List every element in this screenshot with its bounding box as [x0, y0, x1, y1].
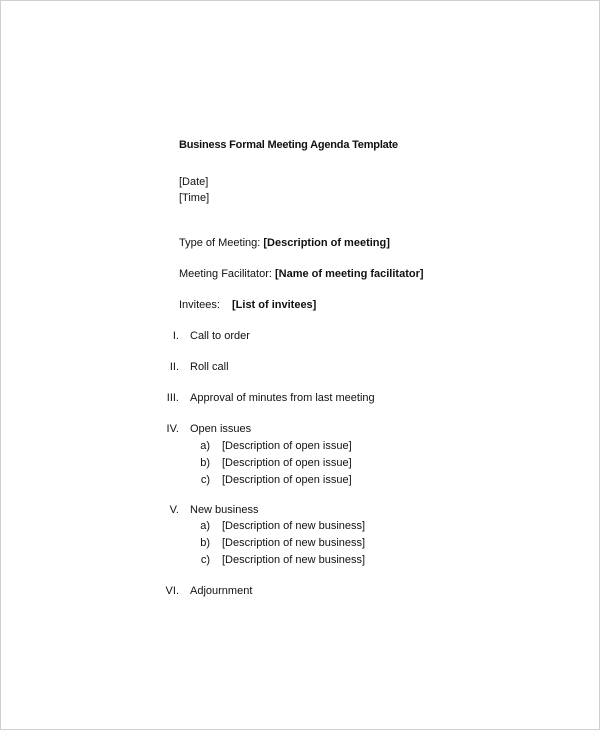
agenda-item-label: Approval of minutes from last meeting — [190, 392, 375, 404]
subitem-text: [Description of new business] — [222, 520, 366, 532]
invitees-value: [List of invitees] — [232, 299, 317, 311]
subitem-text: [Description of open issue] — [222, 457, 352, 469]
agenda-item-label: Adjournment — [190, 585, 253, 597]
agenda-numeral: I. — [172, 330, 179, 342]
subitem-letter: b) — [200, 537, 210, 549]
agenda-item-label: Open issues — [190, 423, 252, 435]
facilitator-label: Meeting Facilitator: — [179, 268, 272, 280]
invitees-label: Invitees: — [179, 299, 220, 311]
subitem-letter: a) — [200, 520, 210, 532]
agenda-numeral: IV. — [166, 423, 179, 435]
subitem-letter: c) — [200, 554, 210, 566]
document-title: Business Formal Meeting Agenda Template — [179, 139, 398, 151]
agenda-numeral: VI. — [165, 585, 179, 597]
facilitator-line — [179, 267, 424, 281]
agenda-numeral: II. — [169, 361, 179, 373]
subitem-text: [Description of open issue] — [222, 440, 352, 452]
agenda-item-label: New business — [190, 504, 259, 516]
agenda-item-label: Roll call — [190, 361, 229, 373]
subitem-letter: c) — [200, 474, 210, 486]
meeting-type-line — [179, 236, 390, 250]
subitem-text: [Description of new business] — [222, 537, 366, 549]
facilitator-value: [Name of meeting facilitator] — [275, 268, 424, 280]
agenda-item-label: Call to order — [190, 330, 250, 342]
time-field: [Time] — [179, 192, 210, 204]
agenda-numeral: V. — [169, 504, 179, 516]
subitem-text: [Description of open issue] — [222, 474, 352, 486]
date-field: [Date] — [179, 176, 209, 188]
subitem-text: [Description of new business] — [222, 554, 366, 566]
subitem-letter: b) — [200, 457, 210, 469]
subitem-letter: a) — [200, 440, 210, 452]
meeting-type-label: Type of Meeting: — [179, 237, 261, 249]
agenda-numeral: III. — [166, 392, 179, 404]
meeting-type-value: [Description of meeting] — [263, 237, 390, 249]
